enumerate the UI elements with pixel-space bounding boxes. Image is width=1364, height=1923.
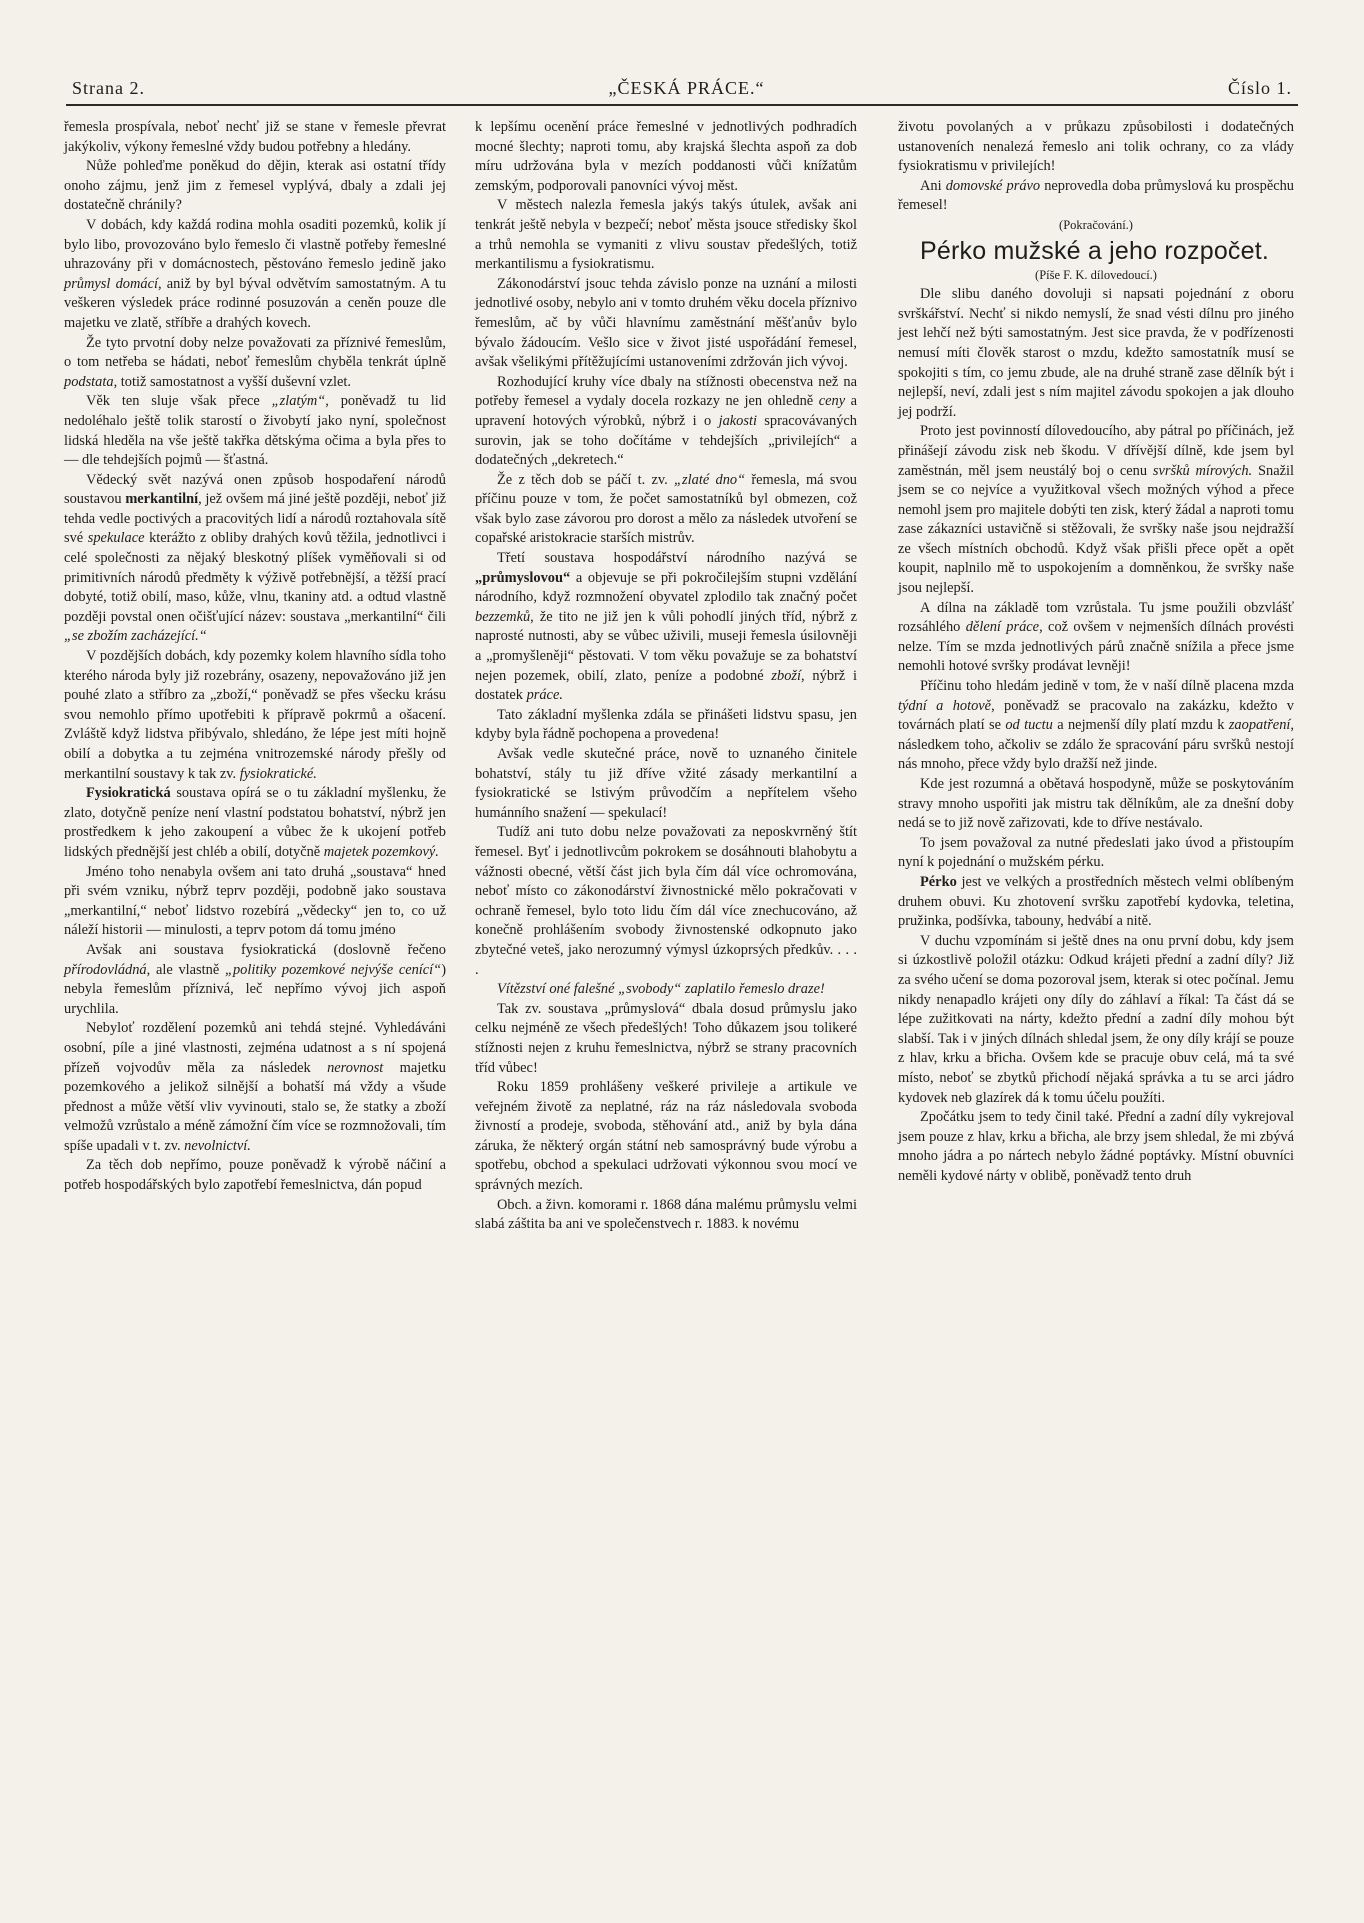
paragraph: Roku 1859 prohlášeny veškeré privileje a artikule ve veřejném životě za neplatné, ráz na ráz následovala svoboda živností a prodeje, svoboda, stěhování atd., aniž by byla dána záruka, že některý orgán státní neb samosprávný bude výrobu a spotřebu, obchod a spekulaci udržovati výkonnou svou mocí ve správných mezích. xyxy=(475,1079,857,1194)
paragraph: V duchu vzpomínám si ještě dnes na onu první dobu, kdy jsem si úzkostlivě položil otázku: Odkud krájeti přední a zadní díly? Již za svého učení se doma pozoroval jsem, kterak si otec počínal. Jemu nikdy nenapadlo krájeti ony díly do záhlaví a říkal: Ta část dá se lépe zužitkovati na nárty, kdežto přední a zadní díly mohou být slabší. Tak i v jiných dílnách shledal jsem, že ony díly krájí se pouze z hlav, krku a břicha. Ovšem kde se pracuje obuv celá, má ta své místo, neboť se zbytků přichodí nějaká správka a tu se arci jádro kydovek neb glazírek dá k tomu účelu použíti. xyxy=(898,932,1294,1106)
paragraph: Avšak vedle skutečné práce, nově to uznaného činitele bohatství, stály tu již dříve vžité zásady merkantilní a fysiokratické se lstivým průvodčím a nepřítelem všeho humánního snažení — spekulací! xyxy=(475,746,857,821)
paragraph: Proto jest povinností dílovedoucího, aby pátral po příčinách, jež přinášejí závodu zisk neb škodu. V dřívější dílně, kde jsem byl zaměstnán, měl jsem neustálý boj o cenu svršků mírových. Snažil jsem se co nejvíce a využitkoval všech možných výhod a přece nemohl jsem pro majitele dobýti ten zisk, který žádal a naproti tomu zase zákazníci ustavičně si stěžovali, že svršky naše jsou nejdražší ze všech místních obchodů. Když však přišli přece opět a opět koupit, naplnilo mě to uspokojením a domněnkou, že svršky naše jsou nejlepší. xyxy=(898,423,1294,597)
paragraph: Příčinu toho hledám jedině v tom, že v naší dílně placena mzda týdní a hotově, poněvadž se pracovalo na zakázku, kdežto v továrnách platí se od tuctu a nejmenší díly platí mzdu k zaopatření, následkem toho, ačkoliv se zdálo že spracování páru svršků nestojí nás mnoho, přece vždy bylo dražší než jinde. xyxy=(898,678,1294,773)
article-byline: (Píše F. K. dílovedoucí.) xyxy=(1035,267,1157,282)
paragraph: Fysiokratická soustava opírá se o tu základní myšlenku, že zlato, dotyčně peníze není vlastní podstatou bohatství, nýbrž jen prostředkem k jeho zakoupení a vůbec že k ukojení potřeb lidských přednější jest chléb a obilí, dotyčně majetek pozemkový. xyxy=(64,785,446,860)
issue-number: Číslo 1. xyxy=(1227,77,1292,98)
paragraph: Třetí soustava hospodářství národního nazývá se „průmyslovou“ a objevuje se při pokročilejším stupni vzdělání národního, když rozmnožení obyvatel zplodilo tak značný počet bezzemků, že tito ne již jen k vůli pohodlí jiných tříd, nýbrž z naprosté nutnosti, aby se vůbec uživili, museji řemesla úsilovněji a „promyšleněji“ pěstovati. V tom věku považuje se za bohatství nejen pozemek, obilí, zlato, peníze a podobné zboží, nýbrž i dostatek práce. xyxy=(475,550,857,704)
paragraph: životu povolaných a v průkazu způsobilosti i dodatečných ustanoveních nenalezá řemeslo ani tolik ochrany, co za vlády fysiokratismu v privilejích! xyxy=(898,119,1294,175)
column-middle xyxy=(475,118,857,1235)
paragraph: Kde jest rozumná a obětavá hospodyně, může se poskytováním stravy mnoho uspořiti jak mistru tak dělníkům, ale za dnešní doby nedá se to již nově zařizovati, kde to dříve nestávalo. xyxy=(898,776,1294,832)
paragraph: Obch. a živn. komorami r. 1868 dána malému průmyslu velmi slabá záštita ba ani ve společenstvech r. 1883. k novému xyxy=(475,1196,857,1233)
paragraph: Tudíž ani tuto dobu nelze považovati za neposkvrněný štít řemesel. Byť i jednotlivcům pokrokem se dosáhnouti blahobytu a vážnosti obecné, větší část jich byla čím dál více ochromována, neboť místo co zákonodárství živnostnické mělo pokračovati v ochraně řemesel, bylo toto lidu čím dál více znechucováno, až konečně prohlášením svobody živnostenské odkopnuto jako zbytečné veteš, jako nerozumný výmysl úzkoprsých předkův. . . . . xyxy=(475,824,857,978)
paragraph: Jméno toho nenabyla ovšem ani tato druhá „soustava“ hned při svém vzniku, nýbrž teprv později, podobně jako soustava „merkantilní,“ neboť lidstvo rozebírá „vědecky“ jen to, co už náleží historii — minulosti, a teprv potom dá tomu jméno xyxy=(64,863,446,939)
paragraph: Nebyloť rozdělení pozemků ani tehdá stejné. Vyhledáváni osobní, píle a jiné vlastnosti, zejména udatnost a s ní spojená přízeň vojvodův měla za následek nerovnost majetku pozemkového a jelikož silnější a bohatší má vždy a všude přednost a může větší vliv vyvinouti, stalo se, že statky a zboží velmožů vzrůstalo a méně zámožní čím více se rozmnožovali, tím spíše upadali v t. zv. nevolnictví. xyxy=(64,1020,446,1154)
paragraph: řemesla prospívala, neboť nechť již se stane v řemesle převrat jakýkoliv, výkony řemeslné vždy budou potřebny a hledány. xyxy=(64,119,446,155)
page-number: Strana 2. xyxy=(72,77,145,98)
paragraph: V dobách, kdy každá rodina mohla osaditi pozemků, kolik jí bylo libo, provozováno bylo řemeslo či vlastně potřeby řemeslné uhrazovány při v domácnostech, pěstováno řemeslo jedině jako průmysl domácí, aniž by byl býval odvětvím samostatným. A tu veškeren výsledek práce rodinné posuzován a ceněn pouze dle majetku ve zlatě, stříbře a drahých kovech. xyxy=(64,216,446,331)
header-rule xyxy=(66,104,1298,106)
paragraph: Zpočátku jsem to tedy činil také. Přední a zadní díly vykrejoval jsem pouze z hlav, krku a břicha, ale brzy jsem shledal, že mi zbývá mnoho jádra a po nártech nebylo žádné poptávky. Místní obuvníci neměli kydové nárty v oblibě, poněvadž tento druh xyxy=(898,1109,1294,1184)
paragraph: Že tyto prvotní doby nelze považovati za příznivé řemeslům, o tom netřeba se hádati, neboť řemeslům chyběla tenkrát úplně podstata, totiž samostatnost a vyšší duševní vzlet. xyxy=(64,334,446,390)
continuation-note: (Pokračování.) xyxy=(1059,217,1133,232)
paragraph: V pozdějších dobách, kdy pozemky kolem hlavního sídla toho kterého národa byly již rozebrány, osazeny, nepovažováno již jen pouhé zlato a stříbro za „zboží,“ poněvadž se přes všecku krásu svou nemohlo přímo upotřebiti k přípravě pokrmů a ošacení. Zvláště když lidstva přibývalo, shledáno, že lépe jest míti hojně obilí a dobytka a tu zejména vnitrozemské národy přešly od merkantilní soustavy k tak zv. fysiokratické. xyxy=(64,648,446,782)
paragraph: Tato základní myšlenka zdála se přinášeti lidstvu spasu, jen kdyby byla řádně pochopena a provedena! xyxy=(475,706,857,743)
publication-title: „ČESKÁ PRÁCE.“ xyxy=(608,77,765,98)
article-title: Pérko mužské a jeho rozpočet. xyxy=(920,236,1270,265)
paragraph: V městech nalezla řemesla jakýs takýs útulek, avšak ani tenkrát ještě nebyla v bezpečí; neboť města jsouce středisky škol a trhů nemohla se vymaniti z vlivu soustav předešlých, totiž merkantilismu a fysiokratismu. xyxy=(475,197,857,273)
paragraph: k lepšímu ocenění práce řemeslné v jednotlivých podhradích mocné šlechty; naproti tomu, aby krajská šlechta aspoň za dob míru udržována byla v mezích poddanosti vůči knížatům zemským, podporovali panovníci vývoj měst. xyxy=(475,119,857,194)
paragraph: Nůže pohleďme poněkud do dějin, kterak asi ostatní třídy onoho zájmu, jenž jim z řemesel vyplývá, dbaly a zdali jej dostatečně chránily? xyxy=(64,158,446,214)
paragraph: Za těch dob nepřímo, pouze poněvadž k výrobě náčiní a potřeb hospodářských bylo zapotřebí řemeslnictva, dán popud xyxy=(64,1157,446,1194)
paragraph: Pérko jest ve velkých a prostředních městech velmi oblíbeným druhem obuvi. Ku zhotovení svršku zapotřebí kydovka, teletina, pružinka, podšívka, tabouny, hedvábí a nitě. xyxy=(898,873,1294,930)
paragraph: To jsem považoval za nutné předeslati jako úvod a přistoupím nyní k pojednání o mužském pérku. xyxy=(898,834,1294,871)
page-header xyxy=(72,74,1292,102)
paragraph: Avšak ani soustava fysiokratická (doslovně řečeno přírodovládná, ale vlastně „politiky pozemkové nejvýše cenící“) nebyla řemeslům příznivá, leč nepřímo vývoj jich aspoň urychlila. xyxy=(64,941,446,1017)
paragraph: Tak zv. soustava „průmyslová“ dbala dosud průmyslu jako celku nejméně ze všech předešlých! Toho důkazem jsou tolikeré stížnosti nejen z kruhu řemeslnictva, nýbrž se strany pracovních tříd vůbec! xyxy=(475,1000,857,1076)
paragraph: Že z těch dob se páčí t. zv. „zlaté dno“ řemesla, má svou příčinu pouze v tom, že počet samostatníků byl obmezen, což však bylo zase závorou pro dorost a mělo za následek utvoření se copařské aristokracie starších mistrův. xyxy=(475,471,858,547)
paragraph: A dílna na základě tom vzrůstala. Tu jsme použili obzvlášť rozsáhlého dělení práce, což ovšem v nejmenších dílnách provésti nelze. Tím se mzda jednotlivých párů značně snížila a přece jsme nemohli hotové svršky prodávat levněji! xyxy=(898,599,1294,675)
paragraph: Vědecký svět nazývá onen způsob hospodaření národů soustavou merkantilní, jež ovšem má jiné ještě později, neboť již tehda vedle poctivých a pracovitých lidí a národů roztahovala sítě své spekulace kterážto z obliby drahých kovů těžila, jednotlivci i celé společnosti za nějaký bleskotný plíšek vyměňovali si od primitivních národů předměty k výživě potřebnější, a těžší prací dobyté, totiž obilí, maso, kůže, vlnu, tkaniny atd. a odtud vlastně později povstal onen očišťující název: soustava „merkantilní“ čili „se zbožím zacházející.“ xyxy=(64,471,447,645)
column-left xyxy=(64,118,446,1196)
paragraph: Vítězství oné falešné „svobody“ zaplatilo řemeslo draze! xyxy=(497,981,825,998)
paragraph: Ani domovské právo neprovedla doba průmyslová ku prospěchu řemesel! xyxy=(898,177,1294,214)
paragraph: Věk ten sluje však přece „zlatým“, poněvadž tu lid nedoléhalo ještě tolik starostí o živobytí jako nyní, společnost lidská hleděla na vše ještě takřka dětskýma očima a byla přes to — dle tehdejších pojmů — šťastná. xyxy=(64,393,446,469)
column-right xyxy=(898,118,1294,1186)
paragraph: Zákonodárství jsouc tehda závislo ponze na uznání a milosti jednotlivé osoby, nebylo ani v tomto druhém věku docela příznivo řemeslům, ač by vůči hlavnímu zaměstnání měšťanův bylo bývalo žádoucím. Vešlo sice v život jisté uspořádání řemesel, avšak všelikými přítěžujícími ustanoveními zdržován jich vývoj. xyxy=(475,275,857,371)
paragraph: Dle slibu daného dovoluji si napsati pojednání z oboru svrškářství. Nechť si nikdo nemyslí, že snad vésti dílnu pro jiného jest lehčí než býti samostatným. Jest sice pravda, že v podřízenosti nemusí míti člověk starost o mzdu, kdežto samostatník musí se spokojiti s tím, co jemu zbude, ale na druhé straně zase dělník být i nejlepší, neví, zdali jest s ním majitel závodu spokojen a jak dlouho jej podrží. xyxy=(898,286,1294,420)
paragraph: Rozhodující kruhy více dbaly na stížnosti obecenstva než na potřeby řemesel a vydaly docela rozkazy ne jen ohledně ceny a upravení hotových výrobků, nýbrž i o jakosti spracovávaných surovin, jak se toho dočítáme v tehdejších „privilejích“ a dodatečných „dekretech.“ xyxy=(475,373,858,469)
